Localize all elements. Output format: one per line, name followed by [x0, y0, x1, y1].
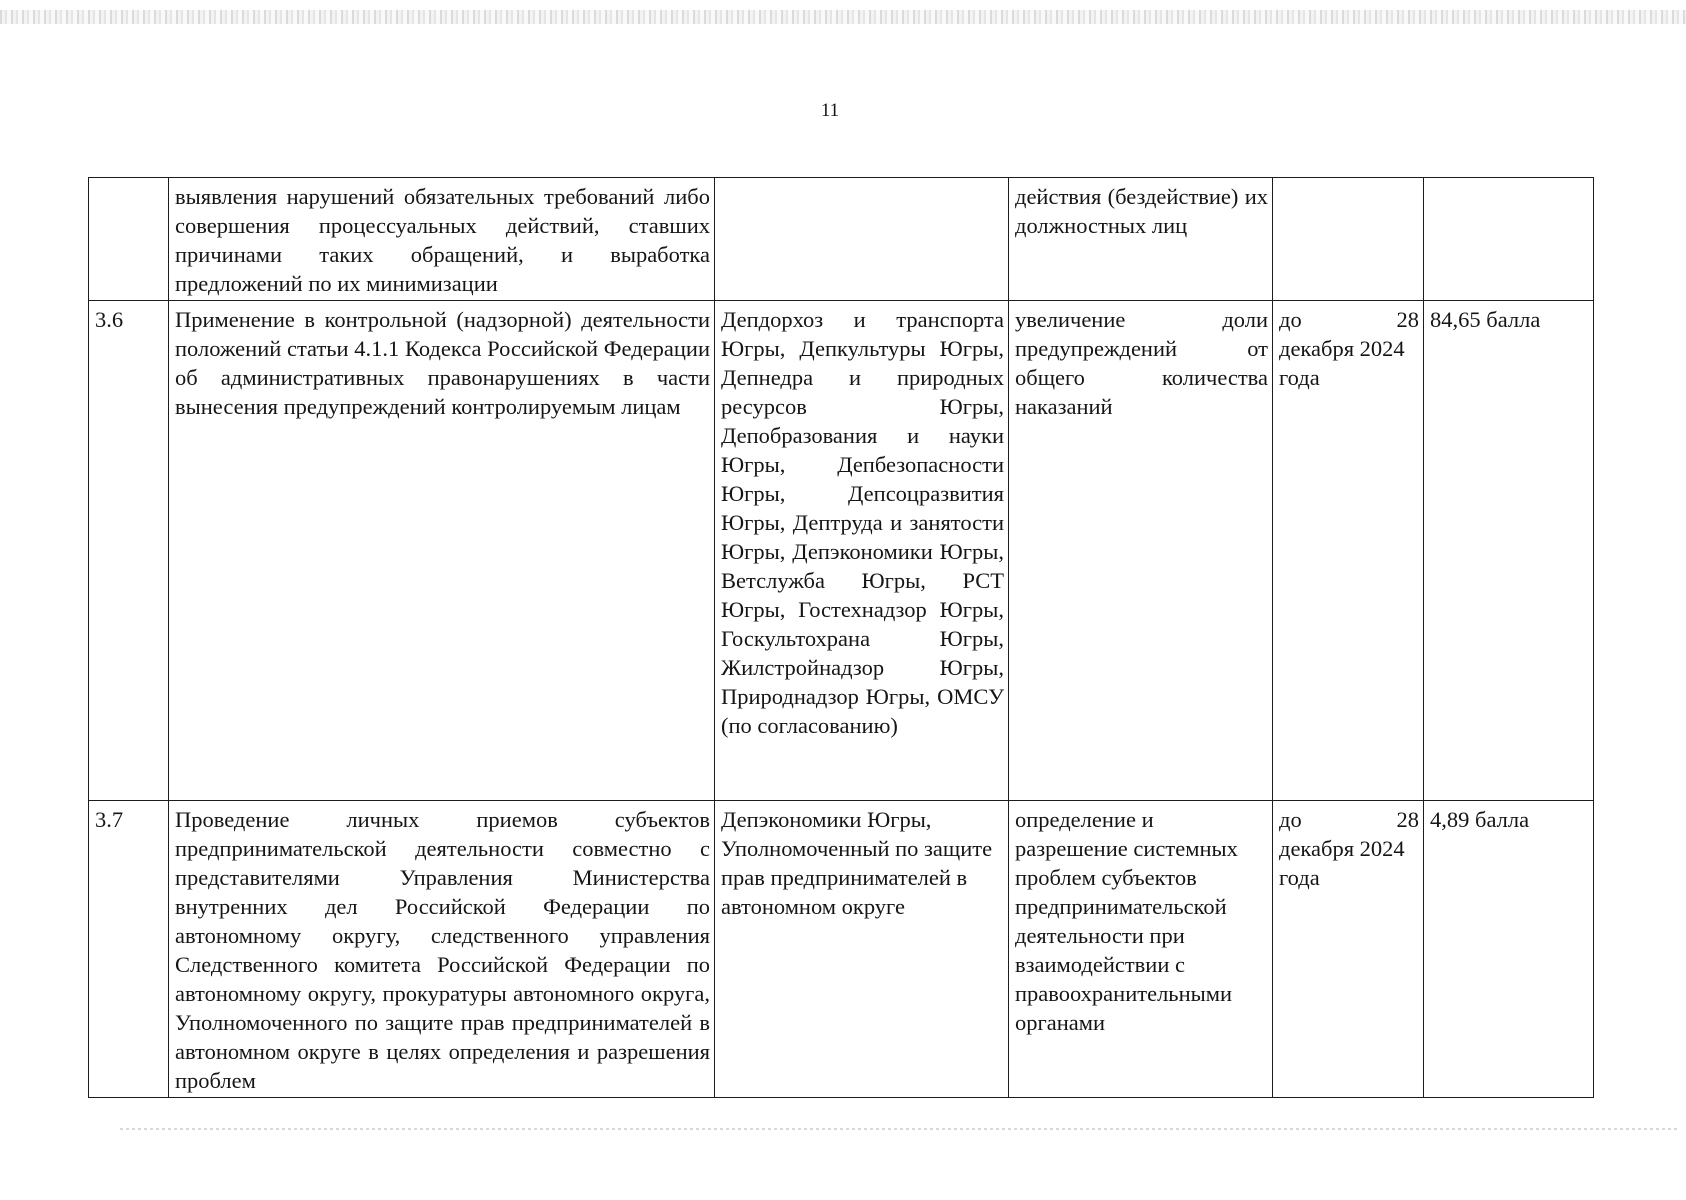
deadline-prefix: до [1279, 307, 1302, 332]
scan-edge-artifact [0, 10, 1686, 24]
indicator-cell: увеличение доли предупреждений от общего количества наказаний [1009, 301, 1273, 801]
deadline-cell [1273, 178, 1424, 301]
responsible-cell: Депэкономики Югры, Уполномоченный по защите прав предпринимателей в автономном округе [715, 801, 1009, 1098]
indicator-cell: определение и разрешение системных проблем субъектов предпринимательской деятельности при взаимодействии с правоохранительными органами [1009, 801, 1273, 1098]
value-cell: 4,89 балла [1424, 801, 1594, 1098]
row-number: 3.6 [89, 301, 169, 801]
row-number [89, 178, 169, 301]
deadline-day: 28 [1396, 307, 1419, 332]
deadline-month-year: декабря 2024 года [1279, 836, 1405, 890]
measures-table [88, 177, 1594, 1098]
page-number: 11 [820, 100, 840, 121]
measure-cell: Применение в контрольной (надзорной) деятельности положений статьи 4.1.1 Кодекса Российской Федерации об административных правонарушениях в части вынесения предупреждений контролируемым лицам [169, 301, 715, 801]
responsible-cell [715, 178, 1009, 301]
table-row [89, 301, 1594, 801]
row-number: 3.7 [89, 801, 169, 1098]
deadline-cell [1273, 801, 1424, 1098]
deadline-prefix: до [1279, 807, 1302, 832]
indicator-cell: действия (бездействие) их должностных лиц [1009, 178, 1273, 301]
table-row [89, 801, 1594, 1098]
measure-cell: выявления нарушений обязательных требований либо совершения процессуальных действий, ставших причинами таких обращений, и выработка предложений по их минимизации [169, 178, 715, 301]
deadline-day: 28 [1396, 807, 1419, 832]
deadline-month-year: декабря 2024 года [1279, 336, 1405, 390]
measure-cell: Проведение личных приемов субъектов предпринимательской деятельности совместно с представителями Управления Министерства внутренних дел Российской Федерации по автономному округу, следственного управления Следственного комитета Российской Федерации по автономному округу, прокуратуры автономного округа, Уполномоченного по защите прав предпринимателей в автономном округе в целях определения и разрешения проблем [169, 801, 715, 1098]
value-cell [1424, 178, 1594, 301]
deadline-cell [1273, 301, 1424, 801]
table-row [89, 178, 1594, 301]
responsible-cell: Депдорхоз и транспорта Югры, Депкультуры Югры, Депнедра и природных ресурсов Югры, Депобразования и науки Югры, Депбезопасности Югры, Депсоцразвития Югры, Дептруда и занятости Югры, Депэкономики Югры, Ветслужба Югры, РСТ Югры, Гостехнадзор Югры, Госкультохрана Югры, Жилстройнадзор Югры, Природнадзор Югры, ОМСУ (по согласованию) [715, 301, 1009, 801]
scan-edge-artifact [120, 1128, 1680, 1130]
value-cell: 84,65 балла [1424, 301, 1594, 801]
